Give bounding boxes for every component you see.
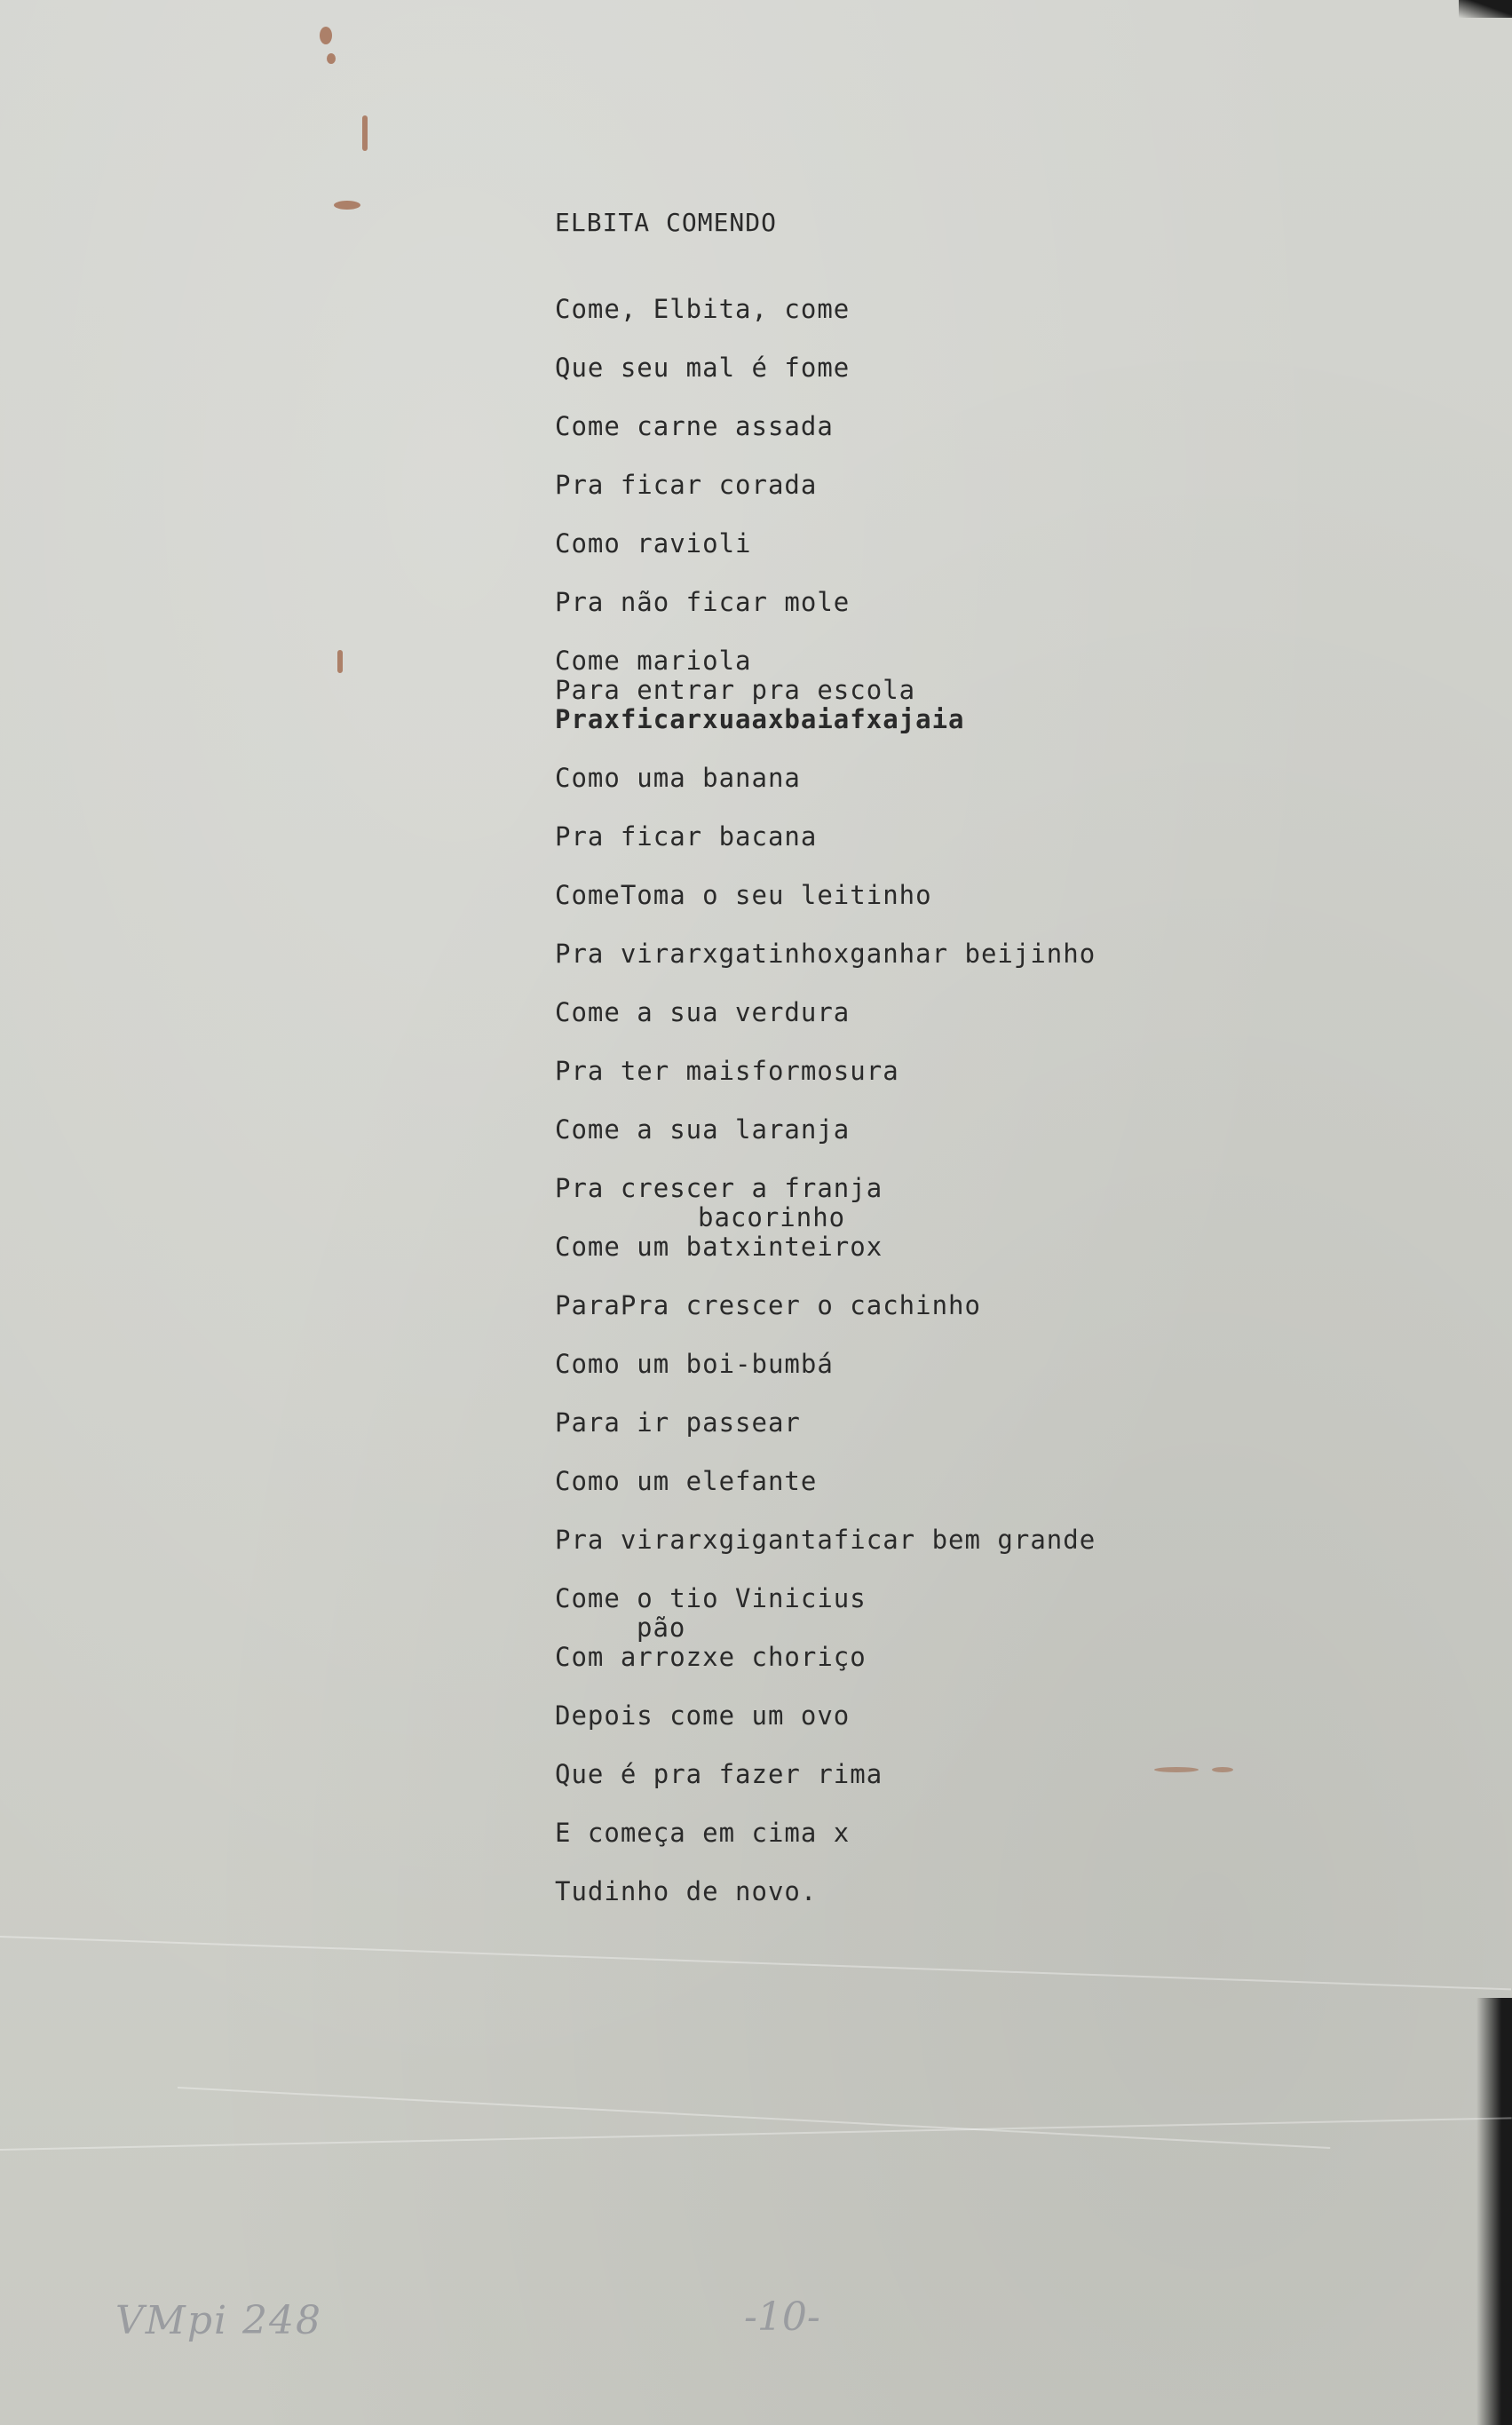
poem-line: Come a sua verdura (555, 997, 851, 1027)
rust-stain (337, 650, 343, 673)
poem-title: ELBITA COMENDO (555, 208, 778, 237)
poem-line: Com arrozxe choriço (555, 1642, 867, 1672)
poem-line: Come um batxinteirox (555, 1232, 883, 1262)
interlinear-insert: pão (637, 1613, 686, 1643)
rust-stain (327, 53, 336, 64)
paper-crease (0, 1936, 1511, 1990)
page-number: -10- (744, 2294, 820, 2340)
rust-stain (362, 115, 368, 151)
poem-line: Pra crescer a franja (555, 1173, 883, 1203)
poem-line: Pra ficar corada (555, 470, 818, 500)
poem-line: Pra ficar bacana (555, 821, 818, 852)
poem-line: ComeToma o seu leitinho (555, 880, 932, 910)
page-corner-shadow (1459, 0, 1512, 18)
poem-line: Pra não ficar mole (555, 587, 851, 617)
poem-line: Come mariola (555, 646, 752, 676)
rust-stain (334, 201, 360, 210)
poem-line: Come, Elbita, come (555, 294, 851, 324)
rust-stain (320, 27, 332, 44)
poem-line: Come carne assada (555, 411, 834, 441)
poem-line: Para ir passear (555, 1407, 801, 1438)
interlinear-insert: bacorinho (698, 1202, 846, 1232)
poem-line: Pra virarxgatinhoxganhar beijinho (555, 939, 1096, 969)
poem-line: Como um boi-bumbá (555, 1349, 834, 1379)
poem-line: Que é pra fazer rima (555, 1759, 883, 1789)
poem-line: Come o tio Vinicius (555, 1583, 867, 1613)
poem-line: Como uma banana (555, 763, 801, 793)
poem-line: Come a sua laranja (555, 1114, 851, 1145)
poem-line: Pra ter maisformosura (555, 1056, 899, 1086)
poem-line: ParaPra crescer o cachinho (555, 1290, 981, 1320)
poem-body (555, 295, 1354, 1906)
poem-line: E começa em cima x (555, 1818, 851, 1848)
page-edge-shadow (1476, 1998, 1512, 2425)
paper-crease (178, 2087, 1330, 2149)
poem-line: Depois come um ovo (555, 1700, 851, 1731)
poem-line: Tudinho de novo. (555, 1876, 818, 1906)
poem-line: Como um elefante (555, 1466, 818, 1496)
archive-margin-note: VMpi 248 (115, 2298, 323, 2343)
poem-line: Que seu mal é fome (555, 353, 851, 383)
struck-line: Praxficarxuaaxbaiafxajaia (555, 704, 965, 734)
poem-line: Pra virarxgigantaficar bem grande (555, 1525, 1096, 1555)
poem-line: Como ravioli (555, 528, 752, 559)
poem-line: Para entrar pra escola (555, 675, 916, 705)
